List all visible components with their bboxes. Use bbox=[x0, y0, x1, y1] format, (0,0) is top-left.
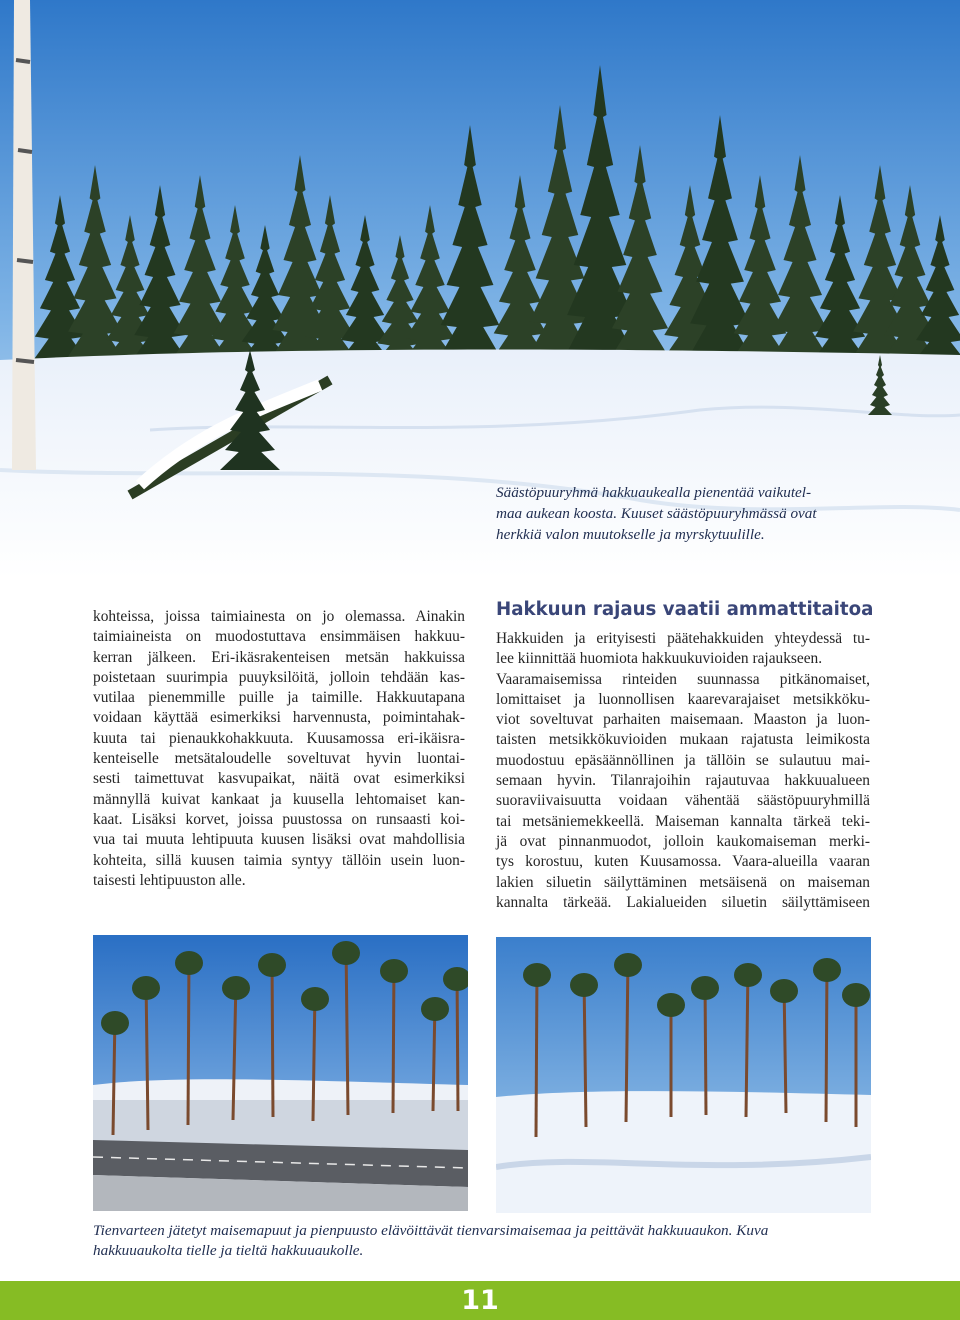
caption-line: maa aukean koosta. Kuuset säästöpuuryhmässä ovat bbox=[496, 505, 817, 522]
text-line: suoraviivaisuutta voidaan vähentää säästöpuuryhmillä bbox=[496, 792, 870, 810]
text-line: kohteissa, joissa taimiainesta on jo olemassa. Ainakin bbox=[93, 608, 465, 625]
text-line: voidaan käyttää esimerkiksi harvennusta, poimintahak- bbox=[93, 709, 465, 727]
right-text-column bbox=[496, 629, 870, 913]
text-line: Vaaramaisemissa rinteiden suunnassa pitkänomaiset, bbox=[496, 670, 870, 688]
text-line: tys korostuu, kuten Kuusamossa. Vaara-alueilla vaaran bbox=[496, 853, 870, 871]
caption-line: Tienvarteen jätetyt maisemapuut ja pienpuusto elävöittävät tienvarsimaisemaa ja peittävät hakkuuaukon. Kuva bbox=[93, 1222, 769, 1239]
snowy-pine-clearing-photo bbox=[496, 937, 871, 1213]
text-line: viot soveltuvat parhaiten maisemaan. Maaston ja luon- bbox=[496, 711, 870, 729]
text-line: vua tai muuta lehtipuuta kuusen lisäksi ovat mahdollisia bbox=[93, 831, 465, 849]
text-line: kenteiselle metsätaloudelle soveltuvat hyvin luontai- bbox=[93, 750, 465, 768]
text-line: kannalta tärkeää. Lakialueiden siluetin säilyttämiseen bbox=[496, 893, 870, 911]
text-line: kerran jälkeen. Eri-ikäsrakenteisen metsän hakkuissa bbox=[93, 648, 465, 666]
text-line: muodostuu epäsäännöllinen ja tällöin se sulautuu mai- bbox=[496, 751, 870, 769]
text-line: vutilaa pienemmille puille ja taimille. Hakkuutapana bbox=[93, 689, 465, 707]
text-line: lee kiinnittää huomiota hakkuukuvioiden rajaukseen. bbox=[496, 650, 823, 668]
text-line: tai metsäniemekkeellä. Maiseman kannalta tärkeä teki- bbox=[496, 812, 870, 830]
text-line: lakien siluetin säilyttäminen metsäisenä on maiseman bbox=[496, 873, 870, 891]
text-line: kaat. Lisäksi korvet, joissa puustossa on runsaasti koi- bbox=[93, 810, 465, 828]
top-photo-caption bbox=[496, 482, 876, 545]
bottom-photos-caption bbox=[93, 1221, 873, 1261]
text-line: taisesti lehtipuuston alle. bbox=[93, 871, 246, 889]
text-line: männyllä kuivat kankaat ja kuusella lehtomaiset kan- bbox=[93, 790, 465, 808]
text-line: poistetaan suurimpia puuyksilöitä, jolloin tehdään kas- bbox=[93, 668, 465, 686]
text-line: sesti taimettuvat kasvupaikat, näitä ovat esimerkiksi bbox=[93, 770, 465, 788]
text-line: taimiaineista on muodostuttava ensimmäisen hakkuu- bbox=[93, 628, 465, 646]
text-line: kuuta tai pienaukkohakkuuta. Kuusamossa eri-ikäisra- bbox=[93, 729, 465, 747]
caption-line: hakkuuaukolta tielle ja tieltä hakkuuaukolle. bbox=[93, 1242, 364, 1259]
caption-line: Säästöpuuryhmä hakkuaukealla pienentää vaikutel- bbox=[496, 484, 812, 501]
section-heading: Hakkuun rajaus vaatii ammattitaitoa bbox=[496, 599, 874, 620]
page-number: 11 bbox=[461, 1285, 499, 1316]
left-text-column bbox=[93, 607, 465, 891]
text-line: semaan hyvin. Tilanrajoihin rajautuvaa hakkuualueen bbox=[496, 772, 870, 790]
text-line: lomittaiset ja luonnollisen kaarevarajaiset metsikköku- bbox=[496, 690, 870, 708]
roadside-pines-photo bbox=[93, 935, 468, 1211]
text-line: Hakkuiden ja erityisesti päätehakkuiden yhteydessä tu- bbox=[496, 630, 870, 647]
caption-line: herkkiä valon muutokselle ja myrskytuulille. bbox=[496, 526, 765, 543]
text-line: kohteita, sillä kuusen taimia syntyy tällöin usein luon- bbox=[93, 851, 465, 869]
text-line: jä ovat pinnanmuodot, jolloin kaukomaiseman merki- bbox=[496, 832, 870, 850]
text-line: taisten metsikkökuvioiden mukaan rajatusta leimikosta bbox=[496, 731, 870, 749]
